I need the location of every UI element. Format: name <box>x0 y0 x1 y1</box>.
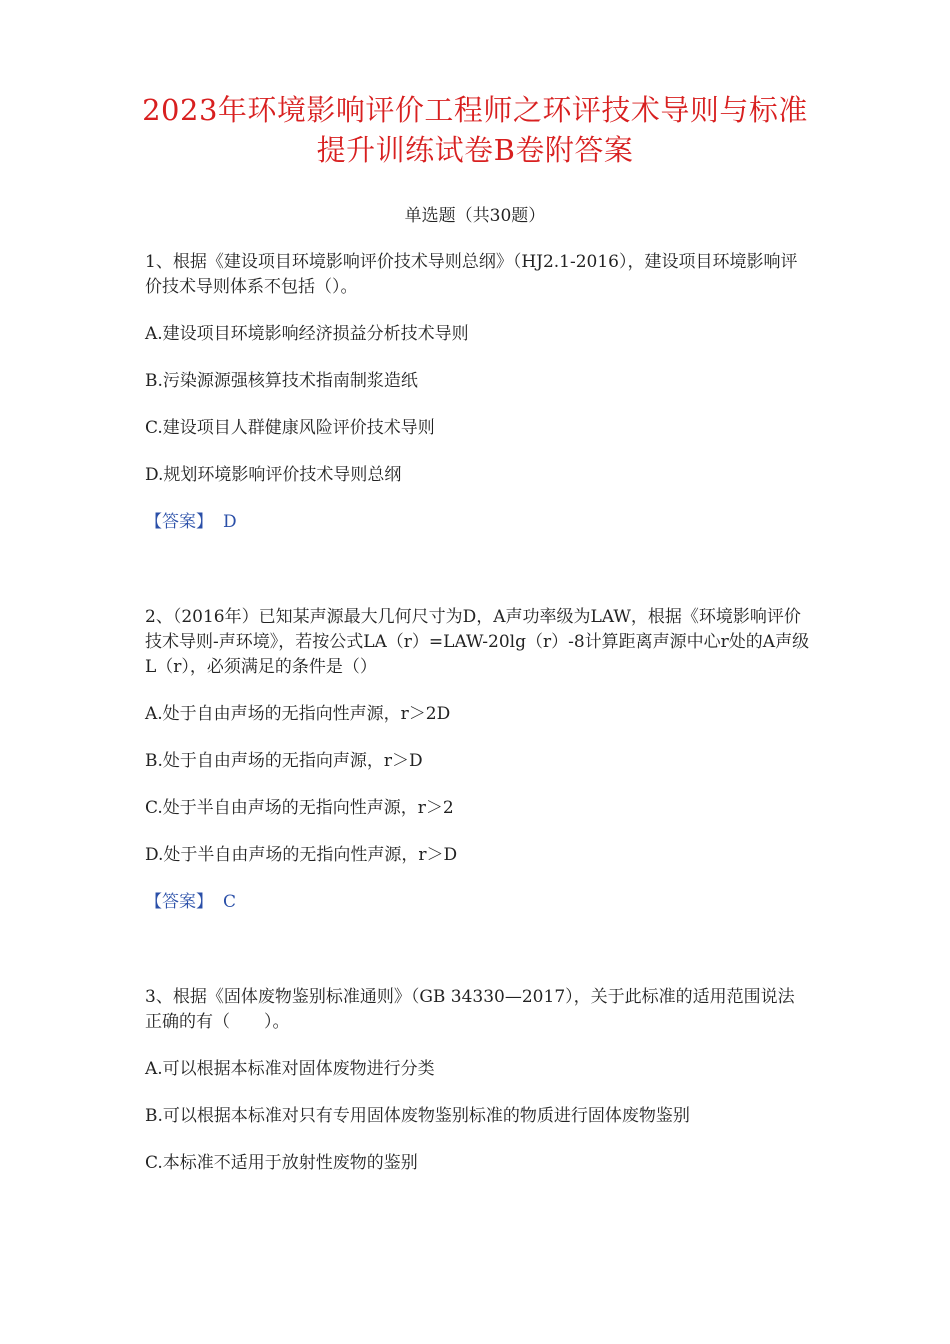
title-line-2: 提升训练试卷B卷附答案 <box>316 133 634 167</box>
option-c: C.处于半自由声场的无指向性声源，r＞2 <box>145 798 454 818</box>
answer <box>145 890 810 915</box>
option-b: B.污染源源强核算技术指南制浆造纸 <box>145 371 418 391</box>
question-stem: 2、（2016年）已知某声源最大几何尺寸为D，A声功率级为LAW，根据《环境影响评价技术导则-声环境》，若按公式LA（r）=LAW-20lg（r）-8计算距离声源中心r处的A声级L（r），必须满足的条件是（） <box>145 607 810 677</box>
document-title <box>0 90 950 170</box>
option-c: C.本标准不适用于放射性废物的鉴别 <box>145 1153 418 1173</box>
question-list <box>145 250 810 1246</box>
question-1 <box>145 250 810 535</box>
question-3 <box>145 985 810 1176</box>
answer-label: 【答案】 <box>145 512 213 532</box>
option-c: C.建设项目人群健康风险评价技术导则 <box>145 418 435 438</box>
option-b: B.处于自由声场的无指向声源，r＞D <box>145 751 423 771</box>
answer <box>145 510 810 535</box>
answer-value: D <box>223 512 237 532</box>
option-a: A.可以根据本标准对固体废物进行分类 <box>145 1059 435 1079</box>
question-stem: 1、根据《建设项目环境影响评价技术导则总纲》（HJ2.1-2016），建设项目环境影响评价技术导则体系不包括（）。 <box>145 252 798 297</box>
answer-value: C <box>223 892 237 912</box>
question-2 <box>145 605 810 915</box>
option-d: D.规划环境影响评价技术导则总纲 <box>145 465 402 485</box>
answer-label: 【答案】 <box>145 892 213 912</box>
option-d: D.处于半自由声场的无指向性声源，r＞D <box>145 845 458 865</box>
option-b: B.可以根据本标准对只有专用固体废物鉴别标准的物质进行固体废物鉴别 <box>145 1106 690 1126</box>
title-line-1: 2023年环境影响评价工程师之环评技术导则与标准 <box>142 93 808 127</box>
option-a: A.处于自由声场的无指向性声源，r＞2D <box>145 704 451 724</box>
section-heading: 单选题（共30题） <box>404 206 546 226</box>
option-a: A.建设项目环境影响经济损益分析技术导则 <box>145 324 469 344</box>
question-stem: 3、根据《固体废物鉴别标准通则》（GB 34330—2017），关于此标准的适用范围说法正确的有（ ）。 <box>145 987 795 1032</box>
